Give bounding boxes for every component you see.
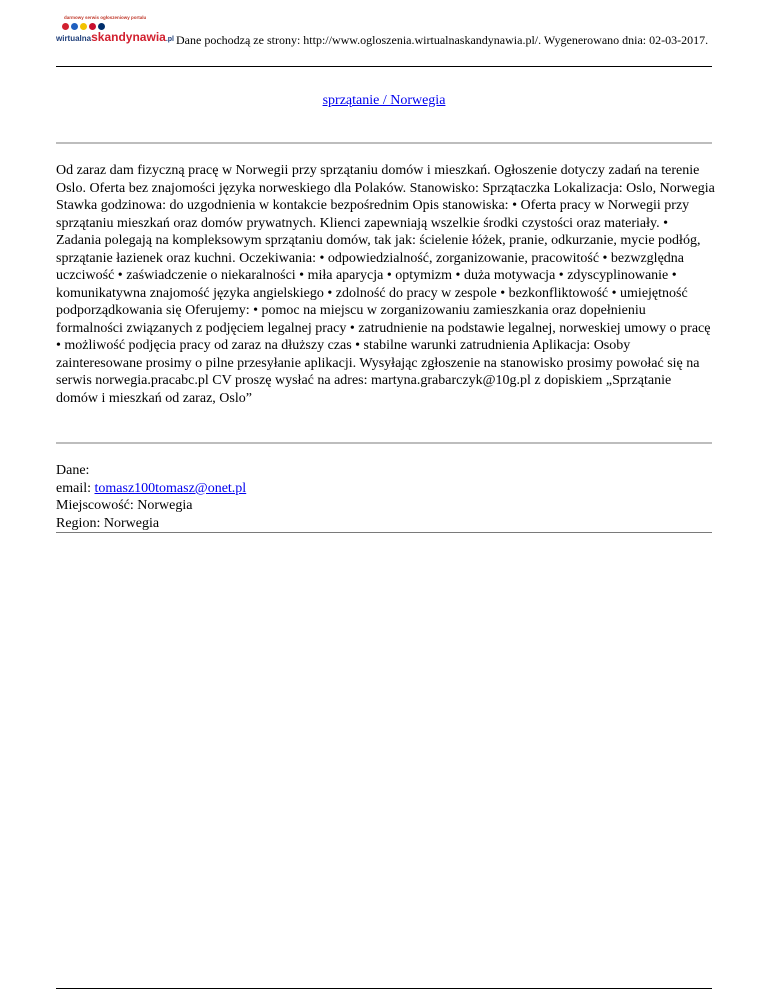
details-divider — [56, 532, 712, 533]
page-header — [56, 14, 712, 66]
email-label: email: — [56, 480, 91, 496]
site-logo[interactable] — [56, 14, 174, 50]
region-label: Region: — [56, 515, 101, 531]
header-divider — [56, 66, 712, 67]
logo-wordmark: wirtualnaskandynawia.pl — [56, 30, 174, 44]
region-row — [56, 515, 712, 533]
ad-description: Od zaraz dam fizyczną pracę w Norwegii przy sprzątaniu domów i mieszkań. Ogłoszenie dotyczy zadań na terenie Oslo. Oferta bez znajomości języka norweskiego dla Polaków. Stanowisko: Sprzątaczka Lokalizacja: Oslo, Norwegia Stawka godzinowa: do uzgodnienia w kontakcie bezpośrednim Opis stanowiska: • Oferta pracy w Norwegii przy sprzątaniu mieszkań oraz domów prywatnych. Klienci zapewniają wszelkie środki czystości oraz materiały. • Zadania polegają na kompleksowym sprzątaniu domów, tak jak: ścielenie łóżek, pranie, odkurzanie, mycie podłóg, sprzątanie łazienek oraz kuchni. Oczekiwania: • odpowiedzialność, zorganizowanie, pracowitość • bezwzględna uczciwość • zaświadczenie o niekaralności • miła aparycja • optymizm • duża motywacja • zdyscyplinowanie • komunikatywna znajomość języka angielskiego • zdolność do pracy w zespole • bezkonfliktowość • umiejętność podporządkowania się Oferujemy: • pomoc na miejscu w zorganizowaniu zamieszkania oraz dopełnieniu formalności związanych z podjęciem legalnej pracy • zatrudnienie na podstawie legalnej, norweskiej umowy o pracę • możliwość podjęcia pracy od zaraz na dłuższy czas • stabilne warunki zatrudnienia Aplikacja: Osoby zainteresowane prosimy o pilne przesyłanie aplikacji. Wysyłając zgłoszenie na stanowisko prosimy powołać się na serwis norwegia.pracabc.pl CV proszę wysłać na adres: martyna.grabarczyk@10g.pl z dopiskiem „Sprzątanie domów i mieszkań od zaraz, Oslo” — [56, 163, 715, 406]
category-heading — [56, 93, 712, 109]
details-heading: Dane: — [56, 463, 90, 478]
contact-details — [56, 462, 712, 532]
footer-divider — [56, 988, 712, 989]
email-row — [56, 480, 712, 498]
section-divider — [56, 142, 712, 144]
city-value: Norwegia — [137, 498, 193, 513]
city-row — [56, 497, 712, 515]
source-note: Dane pochodzą ze strony: http://www.ogloszenia.wirtualnaskandynawia.pl/. Wygenerowano dnia: 02-03-2017. — [176, 33, 709, 47]
logo-tagline: darmowy serwis ogłoszeniowy portalu — [64, 15, 147, 20]
email-link[interactable]: tomasz100tomasz@onet.pl — [94, 480, 247, 496]
region-value: Norwegia — [103, 515, 160, 531]
category-link[interactable]: sprzątanie / Norwegia — [322, 93, 446, 108]
section-divider — [56, 442, 712, 444]
city-label: Miejscowość: — [56, 498, 134, 513]
